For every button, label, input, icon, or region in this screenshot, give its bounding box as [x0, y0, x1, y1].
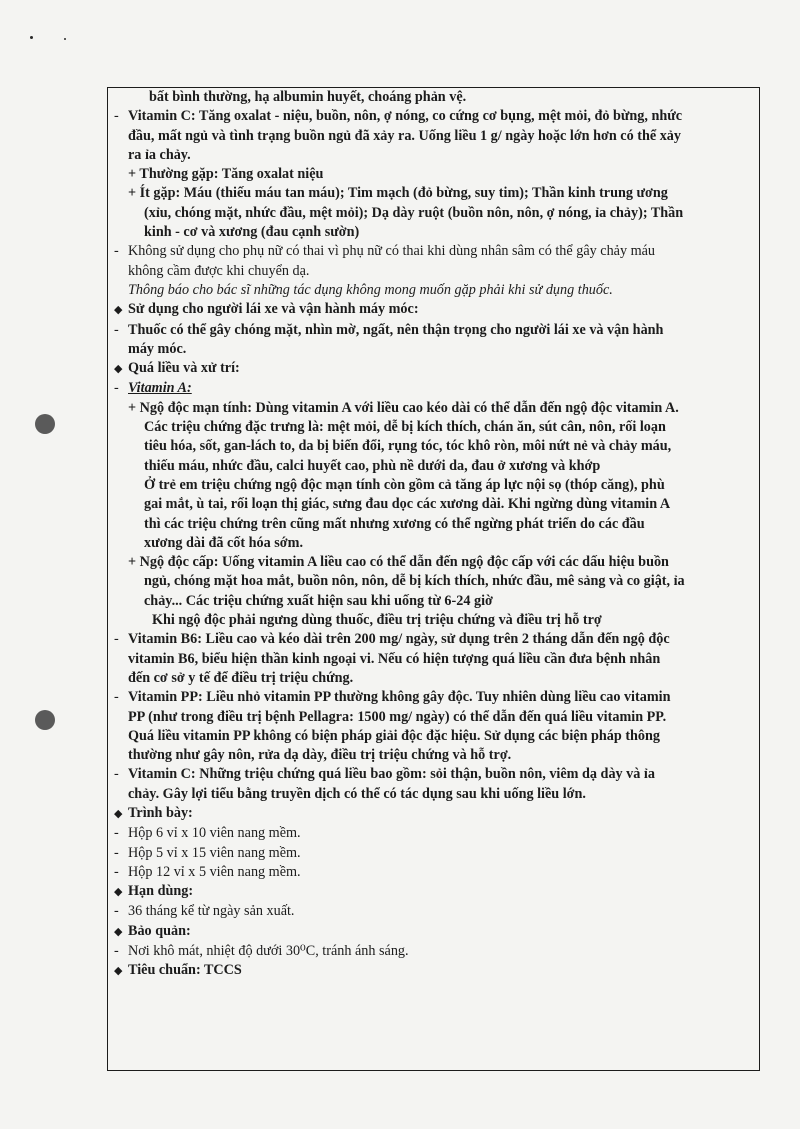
text-line: + Ít gặp: Máu (thiếu máu tan máu); Tim mạch (đỏ bừng, suy tim); Thần kinh trung ương [128, 185, 668, 202]
text-line: - Thuốc có thể gây chóng mặt, nhìn mờ, ngất, nên thận trọng cho người lái xe và vận hành [114, 321, 664, 338]
text-line: - Vitamin C: Tăng oxalat - niệu, buồn, nôn, ợ nóng, co cứng cơ bụng, mệt mỏi, đỏ bừng, nhức [114, 108, 683, 125]
section-heading: ◆ Hạn dùng: [114, 883, 194, 900]
text-line: kinh - cơ và xương (đau cạnh sườn) [144, 224, 360, 241]
list-item: - Nơi khô mát, nhiệt độ dưới 30⁰C, tránh ánh sáng. [114, 943, 409, 960]
text-line: ngủ, chóng mặt hoa mắt, buồn nôn, nôn, dễ bị kích thích, nhức đầu, mê sảng và co giật, ỉa [144, 573, 685, 590]
text-line: Các triệu chứng đặc trưng là: mệt mỏi, dễ bị kích thích, chán ăn, sút cân, nôn, rối loạn [144, 419, 666, 436]
text-line: tiêu hóa, sốt, gan-lách to, da bị biến đổi, rụng tóc, tóc khô ròn, môi nứt nẻ và chảy máu, [144, 438, 672, 455]
punch-hole-top [35, 414, 55, 434]
text-line: - Không sử dụng cho phụ nữ có thai vì phụ nữ có thai khi dùng nhân sâm có thể gây chảy máu [114, 243, 656, 260]
section-heading: ◆ Sử dụng cho người lái xe và vận hành máy móc: [114, 301, 419, 318]
text-line: đến cơ sở y tế để điều trị triệu chứng. [128, 669, 354, 686]
list-item: - Hộp 12 vỉ x 5 viên nang mềm. [114, 863, 301, 880]
subheading: - Vitamin A: [114, 380, 192, 397]
section-heading: ◆ Bảo quản: [114, 922, 191, 939]
list-item: - Hộp 5 vỉ x 15 viên nang mềm. [114, 844, 301, 861]
text-line: PP (như trong điều trị bệnh Pellagra: 1500 mg/ ngày) có thể dẫn đến quá liều vitamin PP. [128, 708, 667, 725]
document-body [114, 88, 754, 982]
text-line: - Vitamin C: Những triệu chứng quá liều bao gồm: sỏi thận, buồn nôn, viêm dạ dày và ỉa [114, 766, 655, 783]
text-line: chảy... Các triệu chứng xuất hiện sau khi uống từ 6-24 giờ [144, 592, 493, 609]
text-line: không cầm được khi chuyển dạ. [128, 262, 310, 279]
text-line: xương dài đã cốt hóa sớm. [144, 534, 304, 551]
section-heading: ◆ Trình bày: [114, 804, 193, 821]
text-line: + Ngộ độc cấp: Uống vitamin A liều cao có thể dẫn đến ngộ độc cấp với các dấu hiệu buồn [128, 554, 669, 571]
text-line: thiếu máu, nhức đầu, calci huyết cao, phù nề dưới da, đau ở xương và khớp [144, 457, 601, 474]
text-line: bất bình thường, hạ albumin huyết, choáng phản vệ. [149, 89, 467, 105]
text-line: Ở trẻ em triệu chứng ngộ độc mạn tính còn gồm cả tăng áp lực nội sọ (thóp căng), phù [144, 476, 665, 493]
text-line: - Vitamin PP: Liều nhỏ vitamin PP thường không gây độc. Tuy nhiên dùng liều cao vitamin [114, 689, 671, 706]
text-line: đầu, mất ngủ và tình trạng buồn ngủ đã xảy ra. Uống liều 1 g/ ngày hoặc lớn hơn có thể xảy [128, 127, 681, 144]
section-heading: ◆ Tiêu chuẩn: TCCS [114, 962, 242, 979]
list-item: - 36 tháng kể từ ngày sản xuất. [114, 903, 295, 920]
scan-speck [30, 36, 33, 39]
text-line: (xỉu, chóng mặt, nhức đầu, mệt mỏi); Dạ dày ruột (buồn nôn, nôn, ợ nóng, ỉa chảy); Thần [144, 204, 684, 221]
text-line: + Ngộ độc mạn tính: Dùng vitamin A với liều cao kéo dài có thể dẫn đến ngộ độc vitamin A. [128, 399, 679, 416]
text-line: - Vitamin B6: Liều cao và kéo dài trên 200 mg/ ngày, sử dụng trên 2 tháng dẫn đến ngộ độc [114, 631, 670, 648]
text-line: gai mắt, ù tai, rối loạn thị giác, sưng đau dọc các xương dài. Khi ngừng dùng vitamin A [144, 496, 671, 513]
text-line: Quá liều vitamin PP không có biện pháp giải độc đặc hiệu. Sử dụng các biện pháp thông [128, 727, 661, 744]
text-line: máy móc. [128, 340, 187, 357]
punch-hole-bottom [35, 710, 55, 730]
scan-speck [64, 38, 66, 40]
list-item: - Hộp 6 vỉ x 10 viên nang mềm. [114, 825, 301, 842]
text-line: Khi ngộ độc phải ngưng dùng thuốc, điều trị triệu chứng và điều trị hỗ trợ [152, 612, 602, 629]
section-heading: ◆ Quá liều và xử trí: [114, 360, 240, 377]
text-line: thì các triệu chứng trên cũng mất nhưng xương có thể ngừng phát triển do các đầu [144, 515, 645, 532]
text-line: vitamin B6, biểu hiện thần kinh ngoại vi. Nếu có hiện tượng quá liều cần đưa bệnh nhân [128, 650, 661, 667]
text-line: ra ỉa chảy. [128, 146, 191, 163]
text-line: Thông báo cho bác sĩ những tác dụng không mong muốn gặp phải khi sử dụng thuốc. [128, 281, 613, 298]
text-line: chảy. Gây lợi tiểu bằng truyền dịch có thể có tác dụng sau khi uống liều lớn. [128, 785, 586, 802]
text-line: + Thường gặp: Tăng oxalat niệu [128, 166, 324, 183]
text-line: thường như gây nôn, rửa dạ dày, điều trị triệu chứng và hỗ trợ. [128, 747, 512, 764]
